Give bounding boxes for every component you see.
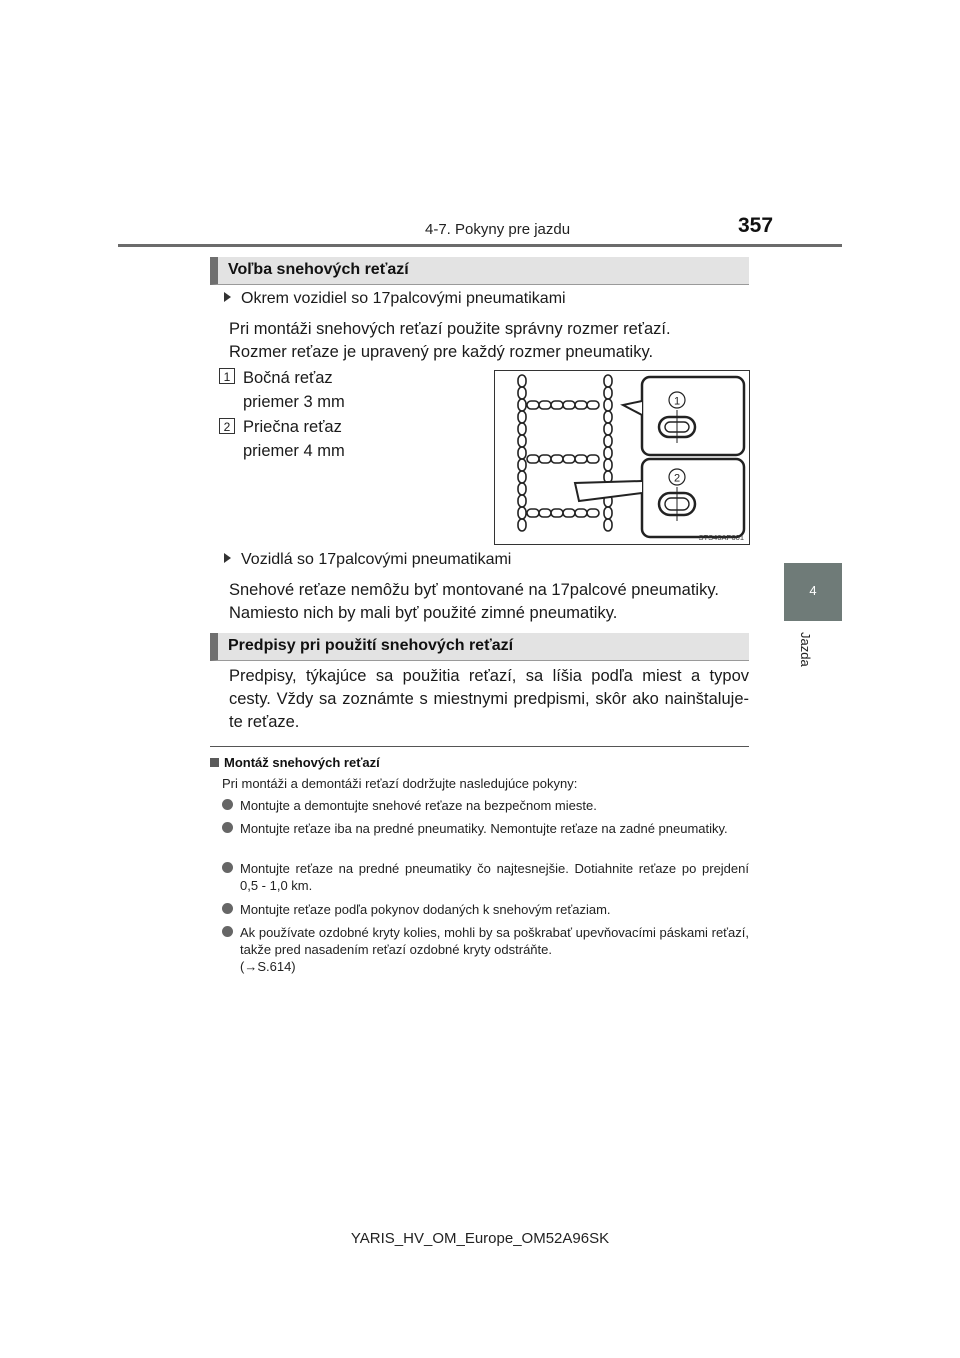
circle-bullet-icon xyxy=(222,926,233,937)
paragraph-chain-size: Pri montáži snehových reťazí použite správny rozmer reťazí. Rozmer reťaze je upravený pre každý rozmer pneumatiky. xyxy=(229,320,671,361)
snow-chain-figure xyxy=(494,370,750,545)
page-reference: (→S.614) xyxy=(240,959,296,974)
circle-bullet-icon xyxy=(222,903,233,914)
note-intro: Pri montáži a demontáži reťazí dodržujte nasledujúce pokyny: xyxy=(222,776,578,791)
chapter-number: 4 xyxy=(809,583,817,598)
triangle-bullet-icon xyxy=(224,553,231,563)
item-cross-chain: Priečna reťaz priemer 4 mm xyxy=(243,418,345,460)
callout-2-label: 2 xyxy=(673,472,681,485)
item-side-chain: Bočná reťaz priemer 3 mm xyxy=(243,369,345,411)
note-item: Montujte a demontujte snehové reťaze na bezpečnom mieste. xyxy=(222,797,749,815)
circle-bullet-icon xyxy=(222,799,233,810)
note-heading: Montáž snehových reťazí xyxy=(210,755,380,770)
section-heading-regulations: Predpisy pri použití snehových reťazí xyxy=(210,633,749,661)
item-number-1: 1 xyxy=(219,368,235,384)
callout-1-label: 1 xyxy=(673,395,681,408)
paragraph-17in-restriction: Snehové reťaze nemôžu byť montované na 17palcové pneumatiky. Namiesto nich by mali byť použité zimné pneumatiky. xyxy=(229,581,719,622)
note-item: Ak používate ozdobné kryty kolies, mohli by sa poškrabať upevňovacími páskami reťazí, takže pred nasadením reťazí ozdobné kryty odstráňte. (→S.614) xyxy=(222,924,749,978)
header-rule xyxy=(118,244,842,247)
square-bullet-icon xyxy=(210,758,219,767)
item-number-2: 2 xyxy=(219,418,235,434)
circle-bullet-icon xyxy=(222,862,233,873)
note-item: Montujte reťaze podľa pokynov dodaných k snehovým reťaziam. xyxy=(222,901,749,919)
header-section-title: 4-7. Pokyny pre jazdu xyxy=(425,221,571,238)
circle-bullet-icon xyxy=(222,822,233,833)
bullet-with-17in: Vozidlá so 17palcovými pneumatikami xyxy=(224,551,511,569)
note-item: Montujte reťaze iba na predné pneumatiky. Nemontujte reťaze na zadné pneumatiky. xyxy=(222,820,749,856)
triangle-bullet-icon xyxy=(224,292,231,302)
note-divider xyxy=(210,746,749,747)
chapter-tab xyxy=(784,563,842,621)
section-heading-chain-choice: Voľba snehových reťazí xyxy=(210,257,749,285)
document-id: YARIS_HV_OM_Europe_OM52A96SK xyxy=(350,1230,610,1247)
chapter-label: Jazda xyxy=(798,632,813,667)
note-item: Montujte reťaze na predné pneumatiky čo najtesnejšie. Dotiahnite reťaze po prejdení 0,5 - 1,0 km. xyxy=(222,860,749,896)
page-number: 357 xyxy=(738,214,774,237)
bullet-without-17in: Okrem vozidiel so 17palcovými pneumatikami xyxy=(224,290,566,308)
figure-code: STS46AP001 xyxy=(698,533,744,542)
paragraph-regulations: Predpisy, týkajúce sa použitia reťazí, sa líšia podľa miest a typov cesty. Vždy sa zoznámte s miestnymi predpismi, skôr ako nainštaluje- te reťaze. xyxy=(229,667,749,731)
snow-chain-illustration xyxy=(495,371,749,544)
